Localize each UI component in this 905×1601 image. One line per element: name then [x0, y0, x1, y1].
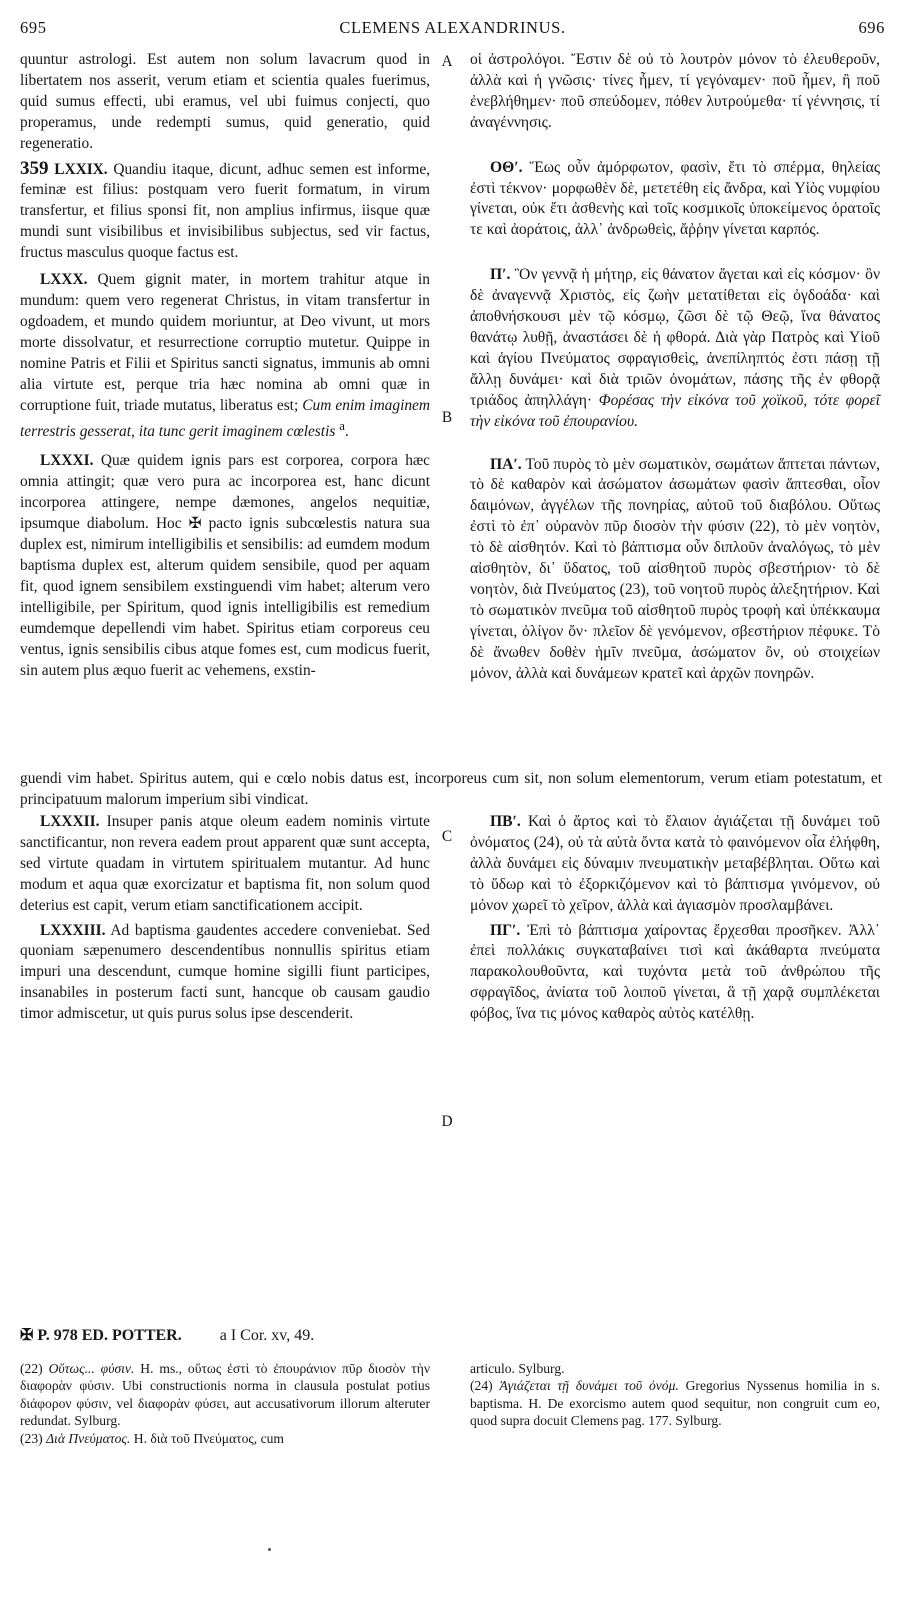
scripture-footnote: a I Cor. xv, 49. — [219, 1327, 315, 1344]
footnote-23-text: H. διὰ τοῦ Πνεύματος, cum — [133, 1430, 284, 1446]
latin-full-width-line: guendi vim habet. Spiritus autem, qui e cœlo nobis datus est, incorporeus cum sit, non solum elementorum, verum etiam potestatum, et principatuum malorum imperium sibi vindicat. — [20, 770, 882, 808]
footnote-24-text: Gregorius Nyssenus homilia in s. baptisma. H. De exorcismo autem quod sequitur, non congruit cum eo, quod supra docuit Clemens pag. 177. Sylburg. — [470, 1378, 880, 1429]
greek-quote-p: Φορέσας τὴν εἰκόνα τοῦ χοϊκοῦ, τότε φορεῖ τὴν εἰκόνα τοῦ ἐπουρανίου. — [470, 391, 880, 430]
greek-text-p: Ὃν γεννᾷ ἡ μήτηρ, εἰς θάνατον ἄγεται καὶ εἰς κόσμον· ὃν δὲ ἀναγεννᾷ Χριστὸς, εἰς ζωὴν μετατίθεται εἰς ὀγδοάδα· καὶ ἀποθνήσκουσι μὲν τῷ κόσμῳ, ζῶσι δὲ τῷ Θεῷ, ἵνα θάνατος θανάτῳ λυθῇ, ἀναστάσει δὲ ἡ φθορά. Διὰ γὰρ Πατρὸς καὶ Υἱοῦ καὶ ἁγίου Πνεύματος σφραγισθεὶς, ἀνεπίληπτός ἐστι πάσῃ τῇ ἄλλῃ δυνάμει· καὶ διὰ τριῶν ὀνομάτων, πάσης τῆς ἐν φθορᾷ τριάδος ἀπηλλάγη· — [470, 266, 880, 409]
section-number-lxxix: LXXIX. — [54, 160, 108, 178]
potter-edition-ref: ✠ P. 978 ED. POTTER. — [20, 1327, 182, 1344]
footnote-marker-a: a — [339, 419, 345, 434]
footnote-24 — [470, 1377, 880, 1429]
section-number-lxxxi: LXXXI. — [40, 452, 94, 470]
greek-column-lower — [470, 812, 880, 1025]
section-number-lxxx: LXXX. — [40, 271, 88, 289]
footnote-23 — [20, 1430, 430, 1447]
margin-letter-c: C — [441, 828, 453, 845]
latin-column-lower — [20, 812, 430, 1025]
latin-column-upper — [20, 50, 430, 681]
footnote-22 — [20, 1360, 430, 1430]
latin-text-lxxxii: Insuper panis atque oleum eadem nominis virtute sanctificantur, non revera eadem prout apparent quæ sunt accepta, sed virtute quadam in virtutem spiritualem mutantur. Ad hunc modum et aqua quæ exorcizatur et baptisma fit, non solum quod deterius est capit, verum etiam sanctificationem accipit. — [20, 813, 430, 914]
latin-quote-lxxx: Cum enim imaginem terrestris gesserat, ita tunc gerit imaginem cœlestis — [20, 396, 430, 441]
footnotes-left — [20, 1360, 430, 1447]
latin-text-lxxx: Quem gignit mater, in mortem trahitur atque in mundum: quem vero regenerat Christus, in vitam transfertur in ogdoadem, et mundo quidem moriuntur, at Deo vivunt, ut mors morte dissolvatur, et resurrectione corruptio mutetur. Quippe in nomine Patris et Filii et Spiritus sancti signatus, immunis ab omni alia virtute est, perque tria hæc nomina ab omni quæ in corruptione fuit, triade mutatus, liberatus est; — [20, 271, 430, 414]
latin-paragraph-lxxxii — [20, 812, 430, 917]
section-number-lxxxiii: LXXXIII. — [40, 921, 106, 939]
section-number-pg: ΠΓʹ. — [490, 921, 521, 939]
section-number-pb: ΠΒʹ. — [490, 813, 521, 830]
greek-paragraph-p — [470, 265, 880, 432]
greek-text-pa: Τοῦ πυρὸς τὸ μὲν σωματικὸν, σωμάτων ἅπτεται πάντων, τὸ δὲ καθαρὸν καὶ ἀσώματον ἀσωμάτων φασὶν ἅπτεσθαι, οἷον δαιμόνων, ἀγγέλων τῆς πονηρίας, αὐτοῦ τοῦ διαβόλου. Οὕτως ἐστὶ τὸ ἐπ᾽ οὐρανὸν πῦρ διοσὸν τὴν φύσιν (22), τὸ μὲν νοητὸν, τὸ δὲ αἰσθητόν. Καὶ τὸ βάπτισμα οὖν διπλοῦν ἀναλόγως, τὸ μὲν αἰσθητὸν, δι᾽ ὕδατος, τοῦ αἰσθητοῦ πυρὸς σβεστήριον· τὸ δὲ νοητὸν, διὰ Πνεύματος (23), τοῦ νοητοῦ πυρὸς ἀλεξητήριον. Καὶ τὸ σωματικὸν πνεῦμα τοῦ αἰσθητοῦ πυρὸς τροφὴ καὶ ὑπέκκαυμα γίνεται, ὀλίγον ὄν· πλεῖον δὲ γενόμενον, σβεστήριον πέφυκε. Τὸ δὲ ἄνωθεν δοθὲν ἡμῖν πνεῦμα, ἀσώματον ὂν, οὐ στοιχείων μόνον, ἀλλὰ καὶ δυνάμεων κρατεῖ καὶ ἀρχῶν πονηρῶν. — [470, 455, 880, 682]
footnote-23-continuation: articulo. Sylburg. — [470, 1361, 565, 1376]
margin-letter-d: D — [441, 1113, 453, 1130]
footnote-22-lemma: Οὕτως... φύσιν. — [48, 1361, 135, 1376]
footnote-23-number: (23) — [20, 1430, 43, 1446]
greek-text-pg: Ἐπὶ τὸ βάπτισμα χαίροντας ἔρχεσθαι προσῆκεν. Ἀλλ᾽ ἐπεὶ πολλάκις συγκαταβαίνει τισὶ καὶ ἀκάθαρτα πνεύματα παρακολουθοῦντα, καὶ τυχόντα μετὰ τοῦ ἀνθρώπου τῆς σφραγῖδος, ἀνίατα τοῦ λοιποῦ γίνεται, ἃ τῇ χαρᾷ συμπλέκεται φόβος, ἵνα τις μόνος καθαρὸς αὐτὸς κατέλθῃ. — [470, 921, 880, 1023]
footnote-23-lemma: Διὰ Πνεύματος. — [46, 1430, 131, 1446]
potter-reference — [20, 1325, 430, 1345]
latin-text-lxxix: Quandiu itaque, dicunt, adhuc semen est informe, feminæ est filius: postquam vero fuerit formatum, in virum transfertur, et filius sponsi fit, non amplius infirmus, iisque quæ mundi sunt visibilibus et invisibilibus subjectus, sed vir factus, fructus masculus quoque factus est. — [20, 160, 430, 262]
margin-letter-a: A — [441, 53, 453, 70]
latin-paragraph-1: quuntur astrologi. Est autem non solum lavacrum quod in libertatem nos asserit, verum etiam et scientia quales fuerimus, quid sumus effecti, ubi eramus, vel ubi fuimus conjecti, quo properamus, unde redempti sumus, quid generatio, quid regeneratio. — [20, 51, 430, 152]
greek-paragraph-1: οἱ ἀστρολόγοι. Ἔστιν δὲ οὐ τὸ λουτρὸν μόνον τὸ ἐλευθεροῦν, ἀλλὰ καὶ ἡ γνῶσις· τίνες ἦμεν, τί γεγόναμεν· ποῦ ἦμεν, ἢ ποῦ ἐνεβλήθημεν· ποῦ σπεύδομεν, πόθεν λυτρούμεθα· τί γέννησις, τί ἀναγέννησις. — [470, 51, 880, 131]
running-title: CLEMENS ALEXANDRINUS. — [339, 18, 566, 37]
section-number-oth: ΟΘʹ. — [490, 158, 523, 176]
footnote-24-number: (24) — [470, 1378, 493, 1394]
section-number-lxxxii: LXXXII. — [40, 813, 100, 830]
page-number-right: 696 — [858, 18, 885, 37]
latin-paragraph-lxxx: LXXX. Quem gignit mater, in mortem trahitur atque in mundum: quem vero regenerat Christus, in vitam transfertur in ogdoadem, et mundo quidem moriuntur, at Deo vivunt, ut mors morte dissolvatur, et resurrectione corruptio mutetur. Quippe in nomine Patris et Filii et Spiritus sancti signatus, immunis ab omni alia virtute est, perque tria hæc nomina ab omni quæ in corruptione fuit, triade mutatus, liberatus est; Cum enim imaginem terrestris gesserat, ita tunc gerit imaginem cœlestis $^a$. — [20, 271, 430, 441]
latin-text-lxxxi: Quæ quidem ignis pars est corporea, corpora hæc omnia attingit; quæ vero pura ac incorporea est, hanc dicunt incorporea attingere, nempe dæmones, angelos nequitiæ, ipsumque diabolum. Hoc ✠ pacto ignis subcœlestis natura sua duplex est, nimirum intelligibilis et sensibilis: ad eumdem modum baptisma duplex est, alterum quidem sensibile, quod per aquam fit, quod ignem sensibilem exstinguendi vim habet; alterum vero intelligibile, per Spiritum, quod ignis intelligibilis est remedium eumdemque depellendi vim habet. Spiritus etiam corporeus ceu ventus, ignis sensibilis cibus atque fomes est, cum modicus fuerit, sin autem plus æquo fuerit ac vehemens, exstin- — [20, 452, 430, 679]
greek-paragraph-pg — [470, 921, 880, 1026]
latin-paragraph-lxxix — [20, 159, 430, 265]
footnote-22-text: H. ms., οὕτως ἐστὶ τὸ ἐπουράνιον πῦρ διοσὸν τὴν διαφορὰν φύσιν. Ubi constructionis norma in clausula postulat potius διάφορον φύσιν, vel διαφορὰν φύσει, aut accusativorum illorum alteruter redundat. Sylburg. — [20, 1361, 430, 1429]
latin-text-lxxxiii: Ad baptisma gaudentes accedere conveniebat. Sed quoniam sæpenumero descendentibus nonnullis spiritus etiam impuri una descendunt, cumque homine sigilli fiunt participes, insanabiles in posterum facti sunt, hancque ob causam gaudio timor admiscetur, ut quis purus solus ipse descenderit. — [20, 921, 431, 1023]
greek-paragraph-oth — [470, 158, 880, 242]
greek-paragraph-pa — [470, 455, 880, 685]
greek-column-upper — [470, 50, 880, 684]
footnote-24-lemma: Ἁγιάζεται τῇ δυνάμει τοῦ ὀνόμ. — [499, 1378, 679, 1394]
section-number-p: Πʹ. — [490, 266, 511, 284]
latin-paragraph-lxxxi — [20, 451, 430, 681]
greek-paragraph-pb — [470, 812, 880, 917]
page-number-left: 695 — [20, 18, 47, 37]
running-header — [20, 18, 885, 42]
footnotes-right — [470, 1360, 880, 1430]
greek-text-pb: Καὶ ὁ ἄρτος καὶ τὸ ἔλαιον ἁγιάζεται τῇ δυνάμει τοῦ ὀνόματος (24), οὐ τὰ αὐτὰ ὄντα κατὰ τὸ φαινόμενον οἷα ἐλήφθη, ἀλλὰ δυνάμει εἰς δύναμιν πνευματικὴν μεταβέβληται. Οὕτω καὶ τὸ ὕδωρ καὶ τὸ ἐξορκιζόμενον καὶ τὸ βάπτισμα γινόμενον, οὐ μόνον χωρεῖ τὸ χεῖρον, ἀλλὰ καὶ ἁγιασμὸν προσλαμβάνει. — [470, 813, 880, 914]
latin-paragraph-lxxxiii — [20, 921, 430, 1026]
section-number-pa: ΠΑʹ. — [490, 455, 522, 473]
page-speck — [268, 1548, 271, 1551]
section-marker-359: 359 — [20, 157, 49, 179]
footnote-22-number: (22) — [20, 1361, 43, 1376]
margin-letter-b: B — [441, 409, 453, 426]
greek-text-oth: Ἕως οὖν ἀμόρφωτον, φασὶν, ἔτι τὸ σπέρμα, θηλείας ἐστὶ τέκνον· μορφωθὲν δὲ, μετετέθη εἰς ἄνδρα, καὶ Υἱὸς νυμφίου γίνεται, οὐκ ἔτι ἀσθενὴς καὶ τοῖς κοσμικοῖς ὑποκείμενος ὁρατοῖς τε καὶ ἀοράτοις, ἀλλ᾽ ἀνδρωθεὶς, ἄῤῥην γίνεται καρπός. — [470, 158, 880, 239]
